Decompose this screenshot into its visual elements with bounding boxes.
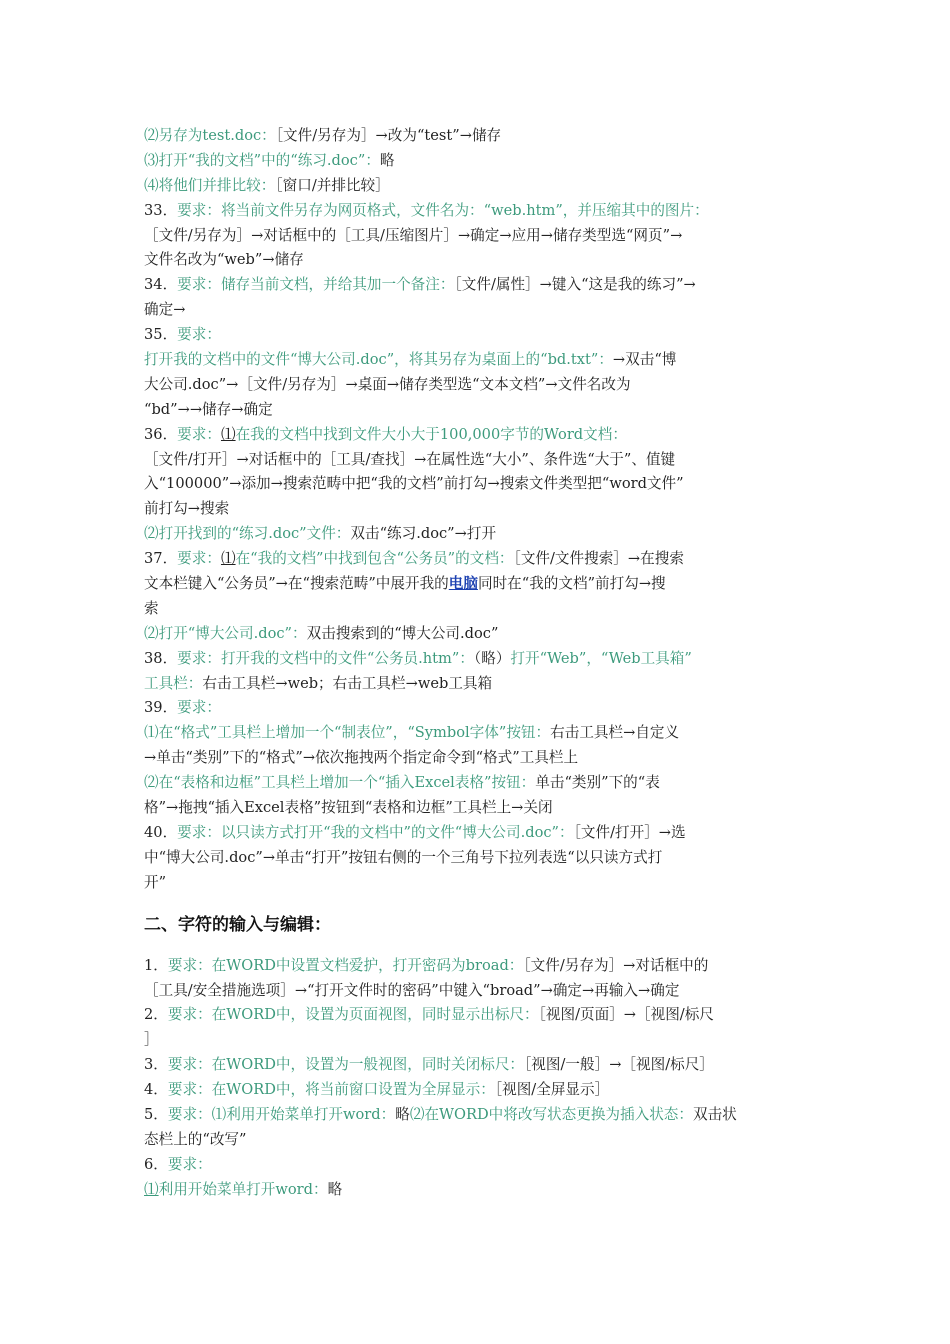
instruction-text: 39． <box>144 699 178 717</box>
instruction-text: ［视图/全屏显示］ <box>494 1081 610 1099</box>
instruction-text: 38． <box>144 649 178 667</box>
instruction-text: 入“100000”→添加→搜索范畴中把“我的文档”前打勾→搜索文件类型把“word文件” <box>144 475 684 493</box>
requirement-text: 利用开始菜单打开word： <box>158 1180 328 1198</box>
instruction-text: ［视图/一般］→［视图/标尺］ <box>524 1056 714 1074</box>
text-line <box>144 273 810 298</box>
text-line <box>144 846 810 871</box>
instruction-text: ［窗口/并排比较］ <box>275 176 390 194</box>
instruction-text: 态栏上的“改写” <box>144 1130 247 1148</box>
instruction-text: ⑴ <box>220 550 236 568</box>
requirement-text: 要求：在WORD中，将当前窗口设置为全屏显示： <box>167 1081 495 1099</box>
instruction-text: 37． <box>144 550 178 568</box>
requirement-text: 要求：⑴利用开始菜单打开word： <box>167 1105 396 1123</box>
answer-list-part-one <box>144 124 810 896</box>
instruction-text: 双击“练习.doc”→打开 <box>350 525 497 543</box>
instruction-text: 确定→ <box>144 301 186 319</box>
instruction-text: 5． <box>144 1105 168 1123</box>
instruction-text: ⑴ <box>220 425 236 443</box>
instruction-text: 开” <box>144 873 167 891</box>
text-line <box>144 174 810 199</box>
text-line <box>144 1053 810 1078</box>
text-line <box>144 298 810 323</box>
requirement-text: 工具栏： <box>144 674 203 692</box>
instruction-text: 略 <box>395 1105 410 1123</box>
document-body <box>144 124 810 1203</box>
requirement-text: 要求：将当前文件另存为网页格式，文件名为：“web.htm”，并压缩其中的图片： <box>177 201 709 219</box>
text-line <box>144 871 810 896</box>
text-line <box>144 771 810 796</box>
instruction-text: 略 <box>379 151 395 169</box>
instruction-text: （略） <box>473 649 511 667</box>
instruction-text: 文本栏键入“公务员”→在“搜索范畴”中展开我的 <box>144 575 449 593</box>
requirement-text: 在我的文档中找到文件大小大于100,000字节的Word文档： <box>235 425 627 443</box>
requirement-text: 要求： <box>177 425 221 443</box>
requirement-text: ⑵在“表格和边框”工具栏上增加一个“插入Excel表格”按钮： <box>144 774 536 792</box>
instruction-text: ［工具/安全措施选项］→“打开文件时的密码”中键入“broad”→确定→再输入→确定 <box>144 981 680 999</box>
text-line <box>144 448 810 473</box>
instruction-text: 2． <box>144 1006 168 1024</box>
instruction-text: ］ <box>144 1031 159 1049</box>
text-line <box>144 672 810 697</box>
requirement-text: ⑵另存为test.doc： <box>144 127 276 144</box>
text-line <box>144 1028 810 1053</box>
text-line <box>144 497 810 522</box>
instruction-text: ［文件/另存为］→对话框中的［工具/压缩图片］→确定→应用→储存类型选“网页”→ <box>144 226 683 244</box>
instruction-text: 右击工具栏→自定义 <box>550 724 680 742</box>
requirement-text: 打开“Web”，“Web工具箱” <box>510 649 692 667</box>
requirement-text: 要求：储存当前文档，并给其加一个备注： <box>177 276 455 294</box>
text-line <box>144 522 810 547</box>
requirement-text: 要求：以只读方式打开“我的文档中”的文件“博大公司.doc”： <box>177 823 574 841</box>
instruction-text: ［文件/打开］→对话框中的［工具/查找］→在属性选“大小”、条件选“大于”、值键 <box>144 450 676 468</box>
text-line <box>144 746 810 771</box>
text-line <box>144 1078 810 1103</box>
text-line <box>144 954 810 979</box>
instruction-text: 中“博大公司.doc”→单击“打开”按钮右侧的一个三角号下拉列表选“以只读方式打 <box>144 848 663 866</box>
instruction-text: “bd”→→储存→确定 <box>144 400 273 418</box>
text-line <box>144 1178 810 1203</box>
text-line <box>144 597 810 622</box>
text-line <box>144 647 810 672</box>
text-line <box>144 348 810 373</box>
instruction-text: ［文件/属性］→键入“这是我的练习”→ <box>454 276 696 294</box>
instruction-text: 同时在“我的文档”前打勾→搜 <box>477 575 666 593</box>
instruction-text: →双击“博 <box>612 351 677 369</box>
instruction-text: 34． <box>144 276 178 294</box>
instruction-text: 1． <box>144 956 168 974</box>
instruction-text: →单击“类别”下的“格式”→依次拖拽两个指定命令到“格式”工具栏上 <box>144 749 579 767</box>
text-line <box>144 979 810 1004</box>
text-line <box>144 622 810 647</box>
instruction-text: 6． <box>144 1155 168 1173</box>
text-line <box>144 398 810 423</box>
text-line <box>144 696 810 721</box>
instruction-text: ［文件/打开］→选 <box>573 823 686 841</box>
instruction-text: 36． <box>144 425 178 443</box>
requirement-text: 在“我的文档”中找到包含“公务员”的文档： <box>235 550 514 568</box>
instruction-text: 单击“类别”下的“表 <box>535 774 660 792</box>
answer-list-part-two <box>144 954 810 1203</box>
instruction-text: 大公司.doc”→［文件/另存为］→桌面→储存类型选“文本文档”→文件名改为 <box>144 375 631 393</box>
text-line <box>144 373 810 398</box>
requirement-text: 要求： <box>177 550 221 568</box>
instruction-text: 格”→拖拽“插入Excel表格”按钮到“表格和边框”工具栏上→关闭 <box>144 799 553 817</box>
text-line <box>144 721 810 746</box>
text-line <box>144 1153 810 1178</box>
text-line <box>144 1003 810 1028</box>
section-heading: 二、字符的输入与编辑： <box>144 914 331 935</box>
instruction-text: 35． <box>144 326 178 344</box>
requirement-text: ⑷将他们并排比较： <box>144 176 276 194</box>
requirement-text: 要求：在WORD中，设置为一般视图，同时关闭标尺： <box>167 1056 525 1074</box>
requirement-text: ⑵在WORD中将改写状态更换为插入状态： <box>409 1105 693 1123</box>
requirement-text: 要求：在WORD中设置文档爱护，打开密码为broad： <box>167 956 524 974</box>
instruction-text: 索 <box>144 599 159 617</box>
instruction-text: 前打勾→搜索 <box>144 500 230 518</box>
text-line <box>144 224 810 249</box>
instruction-text: 双击状 <box>692 1105 737 1123</box>
text-line <box>144 124 810 149</box>
instruction-text: ［文件/文件搜索］→在搜索 <box>513 550 684 568</box>
text-line <box>144 547 810 572</box>
instruction-text: 40． <box>144 823 178 841</box>
requirement-text: 要求： <box>177 326 221 344</box>
requirement-text: 要求：打开我的文档中的文件“公务员.htm”： <box>177 649 474 667</box>
instruction-text: 略 <box>327 1180 343 1198</box>
text-line <box>144 248 810 273</box>
instruction-text: 右击工具栏→web；右击工具栏→web工具箱 <box>202 674 493 692</box>
instruction-text: ［文件/另存为］→改为“test”→储存 <box>275 127 502 144</box>
instruction-text: ［视图/页面］→［视图/标尺 <box>538 1006 714 1024</box>
text-line <box>144 199 810 224</box>
requirement-text: ⑴在“格式”工具栏上增加一个“制表位”，“Symbol字体”按钮： <box>144 724 551 742</box>
text-line <box>144 572 810 597</box>
requirement-text: ⑴ <box>144 1180 159 1198</box>
text-line <box>144 1128 810 1153</box>
text-line <box>144 821 810 846</box>
requirement-text: 打开我的文档中的文件“博大公司.doc”，将其另存为桌面上的“bd.txt”： <box>144 351 613 369</box>
text-line <box>144 796 810 821</box>
requirement-text: ⑵打开“博大公司.doc”： <box>144 624 307 642</box>
text-line <box>144 323 810 348</box>
text-line <box>144 423 810 448</box>
text-line <box>144 149 810 174</box>
requirement-text: 要求： <box>167 1155 212 1173</box>
instruction-text: 4． <box>144 1081 168 1099</box>
requirement-text: 要求： <box>177 699 221 717</box>
instruction-text: 双击搜索到的“博大公司.doc” <box>306 624 499 642</box>
instruction-text: 文件名改为“web”→储存 <box>144 251 304 269</box>
requirement-text: ⑶打开“我的文档”中的“练习.doc”： <box>144 151 380 169</box>
computer-link[interactable]: 电脑 <box>448 575 478 593</box>
text-line <box>144 1103 810 1128</box>
instruction-text: ［文件/另存为］→对话框中的 <box>523 956 709 974</box>
instruction-text: 33． <box>144 201 178 219</box>
requirement-text: 要求：在WORD中，设置为页面视图，同时显示出标尺： <box>167 1006 539 1024</box>
text-line <box>144 472 810 497</box>
instruction-text: 3． <box>144 1056 168 1074</box>
requirement-text: ⑵打开找到的“练习.doc”文件： <box>144 525 351 543</box>
